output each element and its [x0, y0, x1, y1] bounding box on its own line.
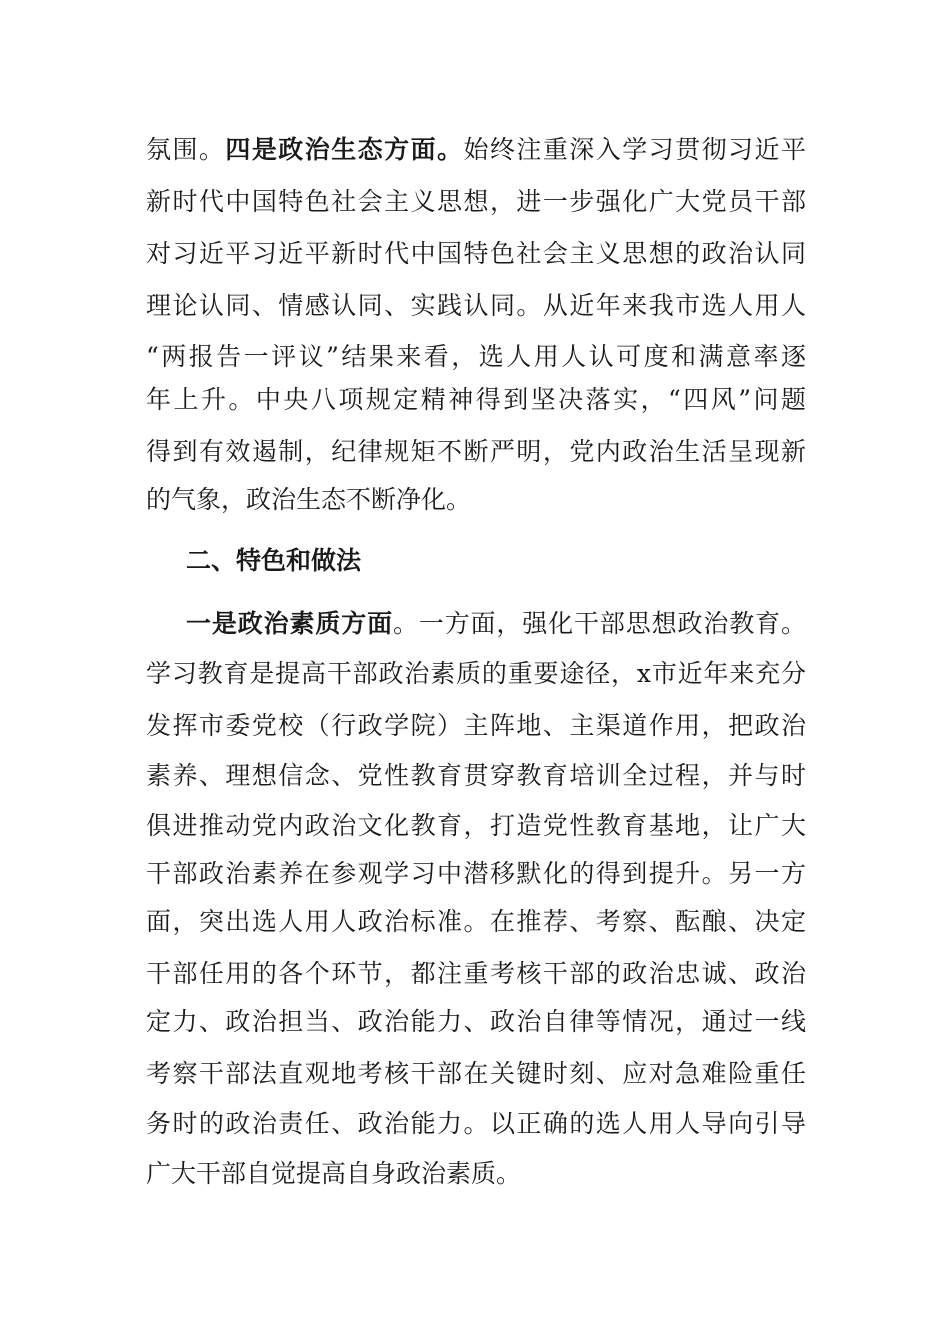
- paragraph-2-line-3: 发挥市委党校（行政学院）主阵地、主渠道作用，把政治: [146, 711, 806, 740]
- paragraph-1-line-2: 新时代中国特色社会主义思想，进一步强化广大党员干部: [146, 187, 806, 216]
- paragraph-2-line-10: 考察干部法直观地考核干部在关键时刻、应对急难险重任: [146, 1059, 806, 1088]
- paragraph-2-text-rest: 。一方面，强化干部思想政治教育。: [392, 609, 806, 638]
- paragraph-2-line-2: 学习教育是提高干部政治素质的重要途径，x市近年来充分: [146, 659, 806, 688]
- paragraph-1-line-3: 对习近平习近平新时代中国特色社会主义思想的政治认同: [146, 239, 806, 268]
- paragraph-2-line-5: 俱进推动党内政治文化教育，打造党性教育基地，让广大: [146, 811, 806, 840]
- paragraph-2-line-12: 广大干部自觉提高自身政治素质。: [146, 1159, 522, 1188]
- paragraph-1-text-rest: 始终注重深入学习贯彻习近平: [463, 135, 806, 164]
- paragraph-2-line-9: 定力、政治担当、政治能力、政治自律等情况，通过一线: [146, 1007, 806, 1036]
- paragraph-2-line-1: [186, 604, 806, 644]
- paragraph-1-line-7: 得到有效遏制，纪律规矩不断严明，党内政治生活呈现新: [146, 437, 806, 466]
- paragraph-2-line-7: 面，突出选人用人政治标准。在推荐、考察、酝酿、决定: [146, 907, 806, 936]
- paragraph-2-bold-heading: 一是政治素质方面: [186, 609, 393, 638]
- section-heading: 二、特色和做法: [186, 546, 362, 575]
- paragraph-1-bold-heading: 四是政治生态方面。: [225, 135, 464, 164]
- paragraph-1-line-6: 年上升。中央八项规定精神得到坚决落实，“四风”问题: [146, 385, 806, 414]
- paragraph-2-line-11: 务时的政治责任、政治能力。以正确的选人用人导向引导: [146, 1109, 806, 1138]
- paragraph-2-line-4: 素养、理想信念、党性教育贯穿教育培训全过程，并与时: [146, 761, 806, 790]
- paragraph-1-text-lead: 氛围。: [146, 135, 226, 164]
- paragraph-1-line-1: [146, 130, 806, 170]
- paragraph-1-line-8: 的气象，政治生态不断净化。: [146, 485, 472, 514]
- paragraph-2-line-8: 干部任用的各个环节，都注重考核干部的政治忠诚、政治: [146, 959, 806, 988]
- paragraph-1-line-5: “两报告一评议”结果来看，选人用人认可度和满意率逐: [146, 342, 806, 371]
- paragraph-1-line-4: 理论认同、情感认同、实践认同。从近年来我市选人用人: [146, 291, 806, 320]
- paragraph-2-line-6: 干部政治素养在参观学习中潜移默化的得到提升。另一方: [146, 859, 806, 888]
